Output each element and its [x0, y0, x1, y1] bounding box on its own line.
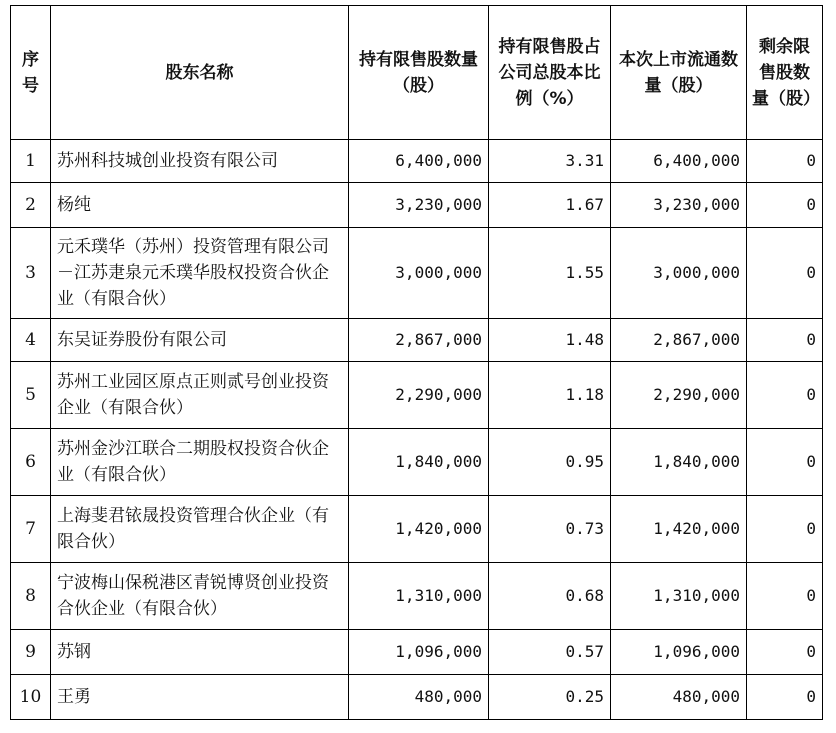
- cell-name: 苏州科技城创业投资有限公司: [51, 140, 349, 183]
- cell-name: 上海斐君铱晟投资管理合伙企业（有限合伙）: [51, 496, 349, 563]
- cell-ratio: 1.55: [489, 228, 611, 319]
- cell-remaining: 0: [747, 563, 823, 630]
- cell-held: 2,290,000: [349, 362, 489, 429]
- cell-index: 5: [11, 362, 51, 429]
- cell-name: 苏钢: [51, 630, 349, 675]
- cell-held: 1,310,000: [349, 563, 489, 630]
- header-ratio: 持有限售股占公司总股本比例（%）: [489, 6, 611, 140]
- table-row: [11, 319, 823, 362]
- cell-ratio: 3.31: [489, 140, 611, 183]
- cell-ratio: 0.57: [489, 630, 611, 675]
- shareholder-table: [10, 5, 823, 720]
- cell-name: 东吴证券股份有限公司: [51, 319, 349, 362]
- cell-ratio: 0.73: [489, 496, 611, 563]
- cell-remaining: 0: [747, 140, 823, 183]
- cell-listed: 3,230,000: [611, 183, 747, 228]
- cell-ratio: 1.48: [489, 319, 611, 362]
- cell-name: 宁波梅山保税港区青锐博贤创业投资合伙企业（有限合伙）: [51, 563, 349, 630]
- cell-remaining: 0: [747, 675, 823, 720]
- header-held: 持有限售股数量（股）: [349, 6, 489, 140]
- cell-name: 王勇: [51, 675, 349, 720]
- cell-index: 9: [11, 630, 51, 675]
- table-row: [11, 228, 823, 319]
- cell-ratio: 0.25: [489, 675, 611, 720]
- cell-listed: 6,400,000: [611, 140, 747, 183]
- cell-ratio: 1.67: [489, 183, 611, 228]
- header-remaining: 剩余限售股数量（股）: [747, 6, 823, 140]
- cell-remaining: 0: [747, 429, 823, 496]
- cell-listed: 1,840,000: [611, 429, 747, 496]
- table-row: [11, 496, 823, 563]
- cell-index: 3: [11, 228, 51, 319]
- cell-listed: 1,420,000: [611, 496, 747, 563]
- cell-listed: 3,000,000: [611, 228, 747, 319]
- cell-name: 苏州工业园区原点正则贰号创业投资企业（有限合伙）: [51, 362, 349, 429]
- cell-index: 10: [11, 675, 51, 720]
- cell-held: 3,000,000: [349, 228, 489, 319]
- cell-name: 杨纯: [51, 183, 349, 228]
- table-row: [11, 630, 823, 675]
- cell-listed: 2,290,000: [611, 362, 747, 429]
- table-row: [11, 362, 823, 429]
- table-row: [11, 140, 823, 183]
- cell-index: 1: [11, 140, 51, 183]
- cell-remaining: 0: [747, 362, 823, 429]
- header-row: [11, 6, 823, 140]
- cell-remaining: 0: [747, 183, 823, 228]
- header-listed: 本次上市流通数量（股）: [611, 6, 747, 140]
- cell-held: 1,096,000: [349, 630, 489, 675]
- cell-listed: 2,867,000: [611, 319, 747, 362]
- cell-held: 480,000: [349, 675, 489, 720]
- cell-name: 苏州金沙江联合二期股权投资合伙企业（有限合伙）: [51, 429, 349, 496]
- cell-held: 1,840,000: [349, 429, 489, 496]
- cell-remaining: 0: [747, 319, 823, 362]
- table-row: [11, 563, 823, 630]
- cell-remaining: 0: [747, 228, 823, 319]
- cell-listed: 1,310,000: [611, 563, 747, 630]
- cell-name: 元禾璞华（苏州）投资管理有限公司－江苏疌泉元禾璞华股权投资合伙企业（有限合伙）: [51, 228, 349, 319]
- cell-ratio: 0.95: [489, 429, 611, 496]
- cell-index: 6: [11, 429, 51, 496]
- cell-remaining: 0: [747, 630, 823, 675]
- cell-index: 2: [11, 183, 51, 228]
- cell-ratio: 0.68: [489, 563, 611, 630]
- cell-index: 7: [11, 496, 51, 563]
- cell-listed: 1,096,000: [611, 630, 747, 675]
- cell-held: 3,230,000: [349, 183, 489, 228]
- cell-remaining: 0: [747, 496, 823, 563]
- cell-held: 1,420,000: [349, 496, 489, 563]
- cell-ratio: 1.18: [489, 362, 611, 429]
- table-row: [11, 183, 823, 228]
- header-name: 股东名称: [51, 6, 349, 140]
- cell-listed: 480,000: [611, 675, 747, 720]
- cell-index: 4: [11, 319, 51, 362]
- cell-held: 2,867,000: [349, 319, 489, 362]
- cell-index: 8: [11, 563, 51, 630]
- table-row: [11, 675, 823, 720]
- table-row: [11, 429, 823, 496]
- cell-held: 6,400,000: [349, 140, 489, 183]
- header-index: 序号: [11, 6, 51, 140]
